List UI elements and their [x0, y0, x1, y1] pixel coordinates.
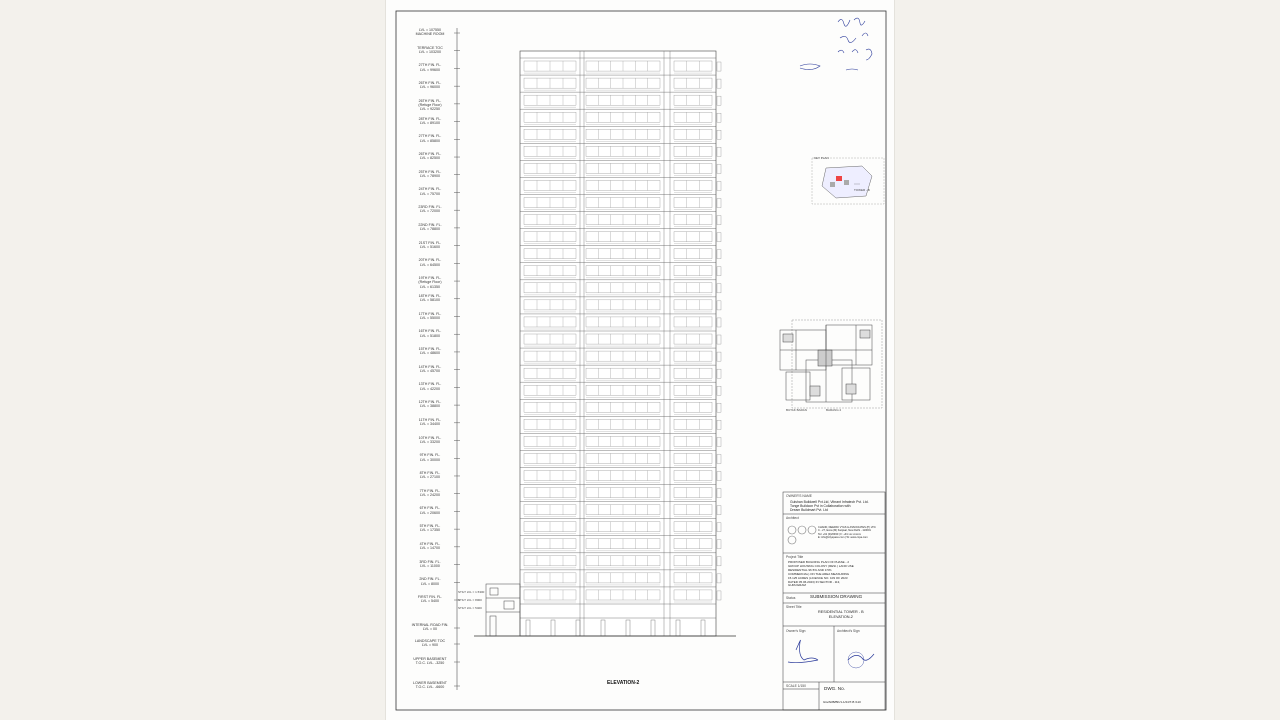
balcony-projection [717, 79, 721, 88]
owners-text: Gulshan Buildwell Pvt.Ltd, Vibrant Infratech Pvt. Ltd. Tonge Buildcon Pvt in Collaboration with Dream Buildmart Pvt. Ltd [790, 500, 869, 512]
level-label: 22ND FIN. FL. LVL = 78800 [418, 222, 442, 232]
level-label: LVL = 107550 MACHINE ROOM [415, 28, 445, 37]
floor-plan-caption-left: BUTAK BARAN [786, 408, 807, 412]
level-label: 23RD FIN. FL. LVL = 72000 [418, 205, 442, 214]
balcony-projection [717, 454, 721, 463]
scale-text: SCALE 1/150 [786, 684, 806, 688]
dwg-label: DWG. No. [824, 686, 845, 691]
site-plan-tower-label: TOWER - B [854, 188, 870, 192]
level-label: 28TH FIN. FL. LVL = 89100 [418, 116, 442, 125]
level-label: 6TH FIN. FL. LVL = 20600 [419, 506, 441, 515]
balcony-projection [717, 147, 721, 156]
balcony-projection [717, 574, 721, 583]
balcony-projection [717, 216, 721, 225]
level-label: 10TH FIN. FL. LVL = 33200 [418, 435, 442, 444]
balcony-projection [717, 557, 721, 566]
level-label: 5TH FIN. FL. LVL = 17350 [419, 524, 441, 533]
architect-logo [788, 526, 816, 544]
level-label: TERRACE TOC LVL = 103200 [417, 45, 443, 55]
balcony-projection [717, 437, 721, 446]
balcony-projection [717, 318, 721, 327]
level-label: 15TH FIN. FL. LVL = 48600 [418, 346, 442, 356]
balcony-projection [717, 250, 721, 259]
level-label: 26TH FIN. FL. LVL = 82500 [418, 152, 442, 161]
balcony-projection [717, 267, 721, 276]
drawing-title: ELEVATION-2 [607, 680, 640, 686]
balcony-projection [717, 540, 721, 549]
level-label: 13TH FIN. FL. LVL = 42200 [418, 382, 442, 391]
podium-level-2: STILT LVL = 8000 [458, 598, 482, 602]
project-text: PROPOSED BUILDING PLAN OF PHASE - 2 GROUP HOUSING COLONY (RESI.) LAND USE RESIDENTIAL 96.5% AND 3.5% COMMERCIAL) ON THE AREA MEASURING 15.125 ACRES (LICENCE NO. 109 OF 2023 DATED 05.06.2023) IN SECTOR - 113, GURUGRAM [788, 560, 854, 588]
floor-plan-caption-right: BARANG 2 [826, 408, 842, 412]
balcony-projection [717, 472, 721, 481]
level-label: 26TH FIN. FL. LVL = 96000 [418, 81, 442, 90]
podium-level-3: STILT LVL = 5400 [458, 606, 482, 610]
level-label: 3RD FIN. FL. LVL = 11000 [419, 559, 441, 568]
balcony-projection [717, 352, 721, 361]
tower-elevation [474, 51, 736, 636]
architect-sign-label: Architect's Sign [837, 629, 860, 633]
project-label: Project Title [786, 555, 804, 559]
balcony-projection [717, 233, 721, 242]
balcony-projection [717, 130, 721, 139]
level-label: LANDSCAPE TOC LVL = 900 [414, 639, 446, 648]
level-label: 26TH FIN. FL. (Refuge Floor) LVL = 92250 [418, 98, 442, 112]
site-plan-label: KEY PLAN [814, 156, 829, 160]
architect-signature [848, 652, 874, 668]
podium-block [486, 584, 520, 636]
balcony-projection [717, 386, 721, 395]
level-label: 2ND FIN. FL. LVL = 8000 [419, 577, 441, 586]
level-label: 11TH FIN. FL. LVL = 34400 [418, 417, 442, 427]
level-label: 16TH FIN. FL. LVL = 51800 [418, 329, 442, 338]
owner-sign-label: Owner's Sign [786, 629, 806, 633]
level-label: 21ST FIN. FL. LVL = 51600 [418, 240, 442, 249]
balcony-projection [717, 369, 721, 378]
sheet-value: RESIDENTIAL TOWER - B ELEVATION-2 [818, 610, 864, 619]
floor-plan-drawing [780, 320, 882, 408]
status-label: Status [786, 596, 796, 600]
architect-firm: CHAND, DEEPAK VYAS & ASSOCIATES (P) LTD. C - 27, Ecoa (M) Kanjwal, New Delhi - 110001 Tel: +91 (0)20930 | F: +91 xxx xxxxxx E: info@cityspace.com | W: www.ccpa.com [818, 526, 877, 540]
drawing-sheet [386, 0, 894, 720]
level-label: UPPER BASEMENT T.O.C. LVL. -3250 [413, 657, 447, 666]
sheet-label: Sheet Title [786, 605, 802, 609]
architect-label: Architect [786, 516, 799, 520]
balcony-projection [717, 96, 721, 105]
level-label: 4TH FIN. FL. LVL = 14700 [419, 541, 441, 551]
level-label: INTERNAL ROAD FIN. LVL = 00 [411, 623, 449, 632]
balcony-projection [717, 199, 721, 208]
balcony-projection [717, 113, 721, 122]
level-label: 27TH FIN. FL. LVL = 85800 [418, 134, 442, 143]
level-label: 8TH FIN. FL. LVL = 27100 [419, 470, 441, 480]
level-label: 20TH FIN. FL. LVL = 64500 [418, 258, 442, 267]
balcony-projection [717, 181, 721, 190]
podium-level-1: STILT LVL = 1.5300 [458, 590, 485, 594]
level-label: 7TH FIN. FL. LVL = 24200 [419, 488, 441, 497]
balcony-projection [717, 164, 721, 173]
level-label: 19TH FIN. FL. (Refuge Floor) LVL = 61350 [418, 276, 442, 289]
owners-label: OWNER'S NAME [786, 494, 812, 498]
status-value: SUBMISSION DRAWING [810, 594, 863, 599]
level-label: 12TH FIN. FL. LVL = 38800 [418, 400, 442, 409]
level-label: 17TH FIN. FL. LVL = 55000 [418, 311, 442, 320]
balcony-projection [717, 62, 721, 71]
level-label: 14TH FIN. FL. LVL = 45700 [418, 364, 442, 373]
balcony-projection [717, 301, 721, 310]
level-label: 25TH FIN. FL. LVL = 78900 [418, 169, 442, 179]
dwg-number: GG/ARB/BK/1-1/24/T-B /110 [823, 700, 861, 704]
level-label: 9TH FIN. FL. LVL = 30000 [419, 453, 441, 462]
signature-stamps [800, 18, 872, 70]
level-label: 27TH FIN. FL. LVL = 99600 [418, 63, 442, 72]
title-block [783, 492, 885, 710]
level-label: 24TH FIN. FL. LVL = 75700 [418, 187, 442, 196]
balcony-projection [717, 420, 721, 429]
balcony-projection [717, 489, 721, 498]
site-key-plan [812, 158, 884, 204]
balcony-projection [717, 523, 721, 532]
balcony-projection [717, 403, 721, 412]
level-label: 18TH FIN. FL. LVL = 58100 [418, 293, 442, 303]
level-label: LOWER BASEMENT T.O.C. LVL. -6600 [413, 681, 447, 690]
balcony-projection [717, 506, 721, 515]
balcony-projection [717, 335, 721, 344]
balcony-projection [717, 591, 721, 600]
balcony-projection [717, 284, 721, 293]
level-label: FIRST FIN. FL. LVL = 5400 [417, 595, 443, 604]
owner-signature [788, 640, 818, 662]
